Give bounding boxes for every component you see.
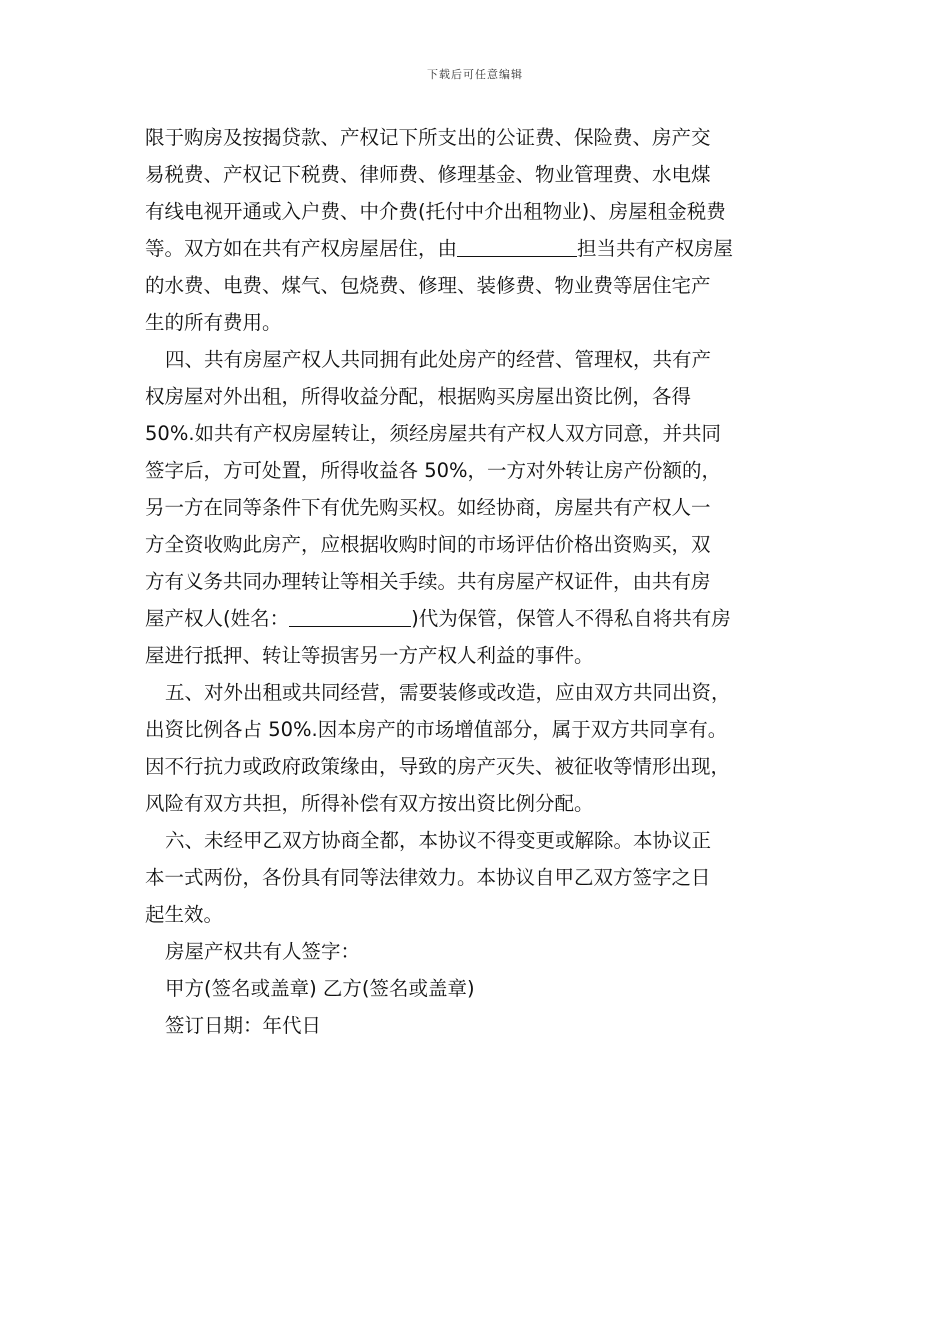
signing-date: 签订日期：年代日 (165, 1014, 322, 1037)
paragraph-6-line-3: 起生效。 (145, 903, 224, 926)
paragraph-4-line-9: 屋进行抵押、转让等损害另一方产权人利益的事件。 (145, 644, 594, 667)
paragraph-5-line-2: 出资比例各占 50%.因本房产的市场增值部分，属于双方共同享有。 (145, 718, 728, 741)
paragraph-3-line-4-start: 等。双方如在共有产权房屋居住，由 (145, 237, 458, 260)
signature-parties: 甲方(签名或盖章) 乙方(签名或盖章) (165, 977, 475, 1000)
paragraph-4-line-8-start: 屋产权人(姓名： (145, 607, 290, 630)
paragraph-3-line-5: 的水费、电费、煤气、包烧费、修理、装修费、物业费等居住宅产 (145, 274, 711, 297)
paragraph-4-line-6: 方全资收购此房产，应根据收购时间的市场评估价格出资购买，双 (145, 533, 711, 556)
paragraph-5-line-4: 风险有双方共担，所得补偿有双方按出资比例分配。 (145, 792, 594, 815)
paragraph-3-line-1: 限于购房及按揭贷款、产权记下所支出的公证费、保险费、房产交 (145, 126, 711, 149)
paragraph-4-line-2: 权房屋对外出租，所得收益分配，根据购买房屋出资比例，各得 (145, 385, 692, 408)
paragraph-5-line-1: 五、对外出租或共同经营，需要装修或改造，应由双方共同出资， (165, 681, 731, 704)
paragraph-3-line-6: 生的所有费用。 (145, 311, 282, 334)
paragraph-6-line-1: 六、未经甲乙双方协商全都，本协议不得变更或解除。本协议正 (165, 829, 712, 852)
paragraph-4-line-1: 四、共有房屋产权人共同拥有此处房产的经营、管理权，共有产 (165, 348, 712, 371)
document-body (145, 119, 815, 1044)
paragraph-4-line-8-end: )代为保管，保管人不得私自将共有房 (411, 607, 731, 630)
paragraph-3-line-4 (145, 230, 815, 267)
custodian-name-blank[interactable] (289, 604, 411, 627)
paragraph-5-line-3: 因不行抗力或政府政策缘由，导致的房产灭失、被征收等情形出现， (145, 755, 731, 778)
responsible-party-blank[interactable] (457, 234, 577, 257)
paragraph-4-line-7: 方有义务共同办理转让等相关手续。共有房屋产权证件，由共有房 (145, 570, 711, 593)
paragraph-3-line-4-end: 担当共有产权房屋 (577, 237, 734, 260)
page-header: 下载后可任意编辑 (427, 68, 523, 81)
paragraph-6-line-2: 本一式两份，各份具有同等法律效力。本协议自甲乙双方签字之日 (145, 866, 711, 889)
paragraph-4-line-4: 签字后，方可处置，所得收益各 50%，一方对外转让房产份额的， (145, 459, 722, 482)
paragraph-4-line-3: 50%.如共有产权房屋转让，须经房屋共有产权人双方同意，并共同 (145, 422, 722, 445)
paragraph-4-line-8 (145, 600, 815, 637)
signature-title: 房屋产权共有人签字： (165, 940, 361, 963)
paragraph-4-line-5: 另一方在同等条件下有优先购买权。如经协商，房屋共有产权人一 (145, 496, 711, 519)
paragraph-3-line-3: 有线电视开通或入户费、中介费(托付中介出租物业)、房屋租金税费 (145, 200, 726, 223)
paragraph-3-line-2: 易税费、产权记下税费、律师费、修理基金、物业管理费、水电煤 (145, 163, 711, 186)
